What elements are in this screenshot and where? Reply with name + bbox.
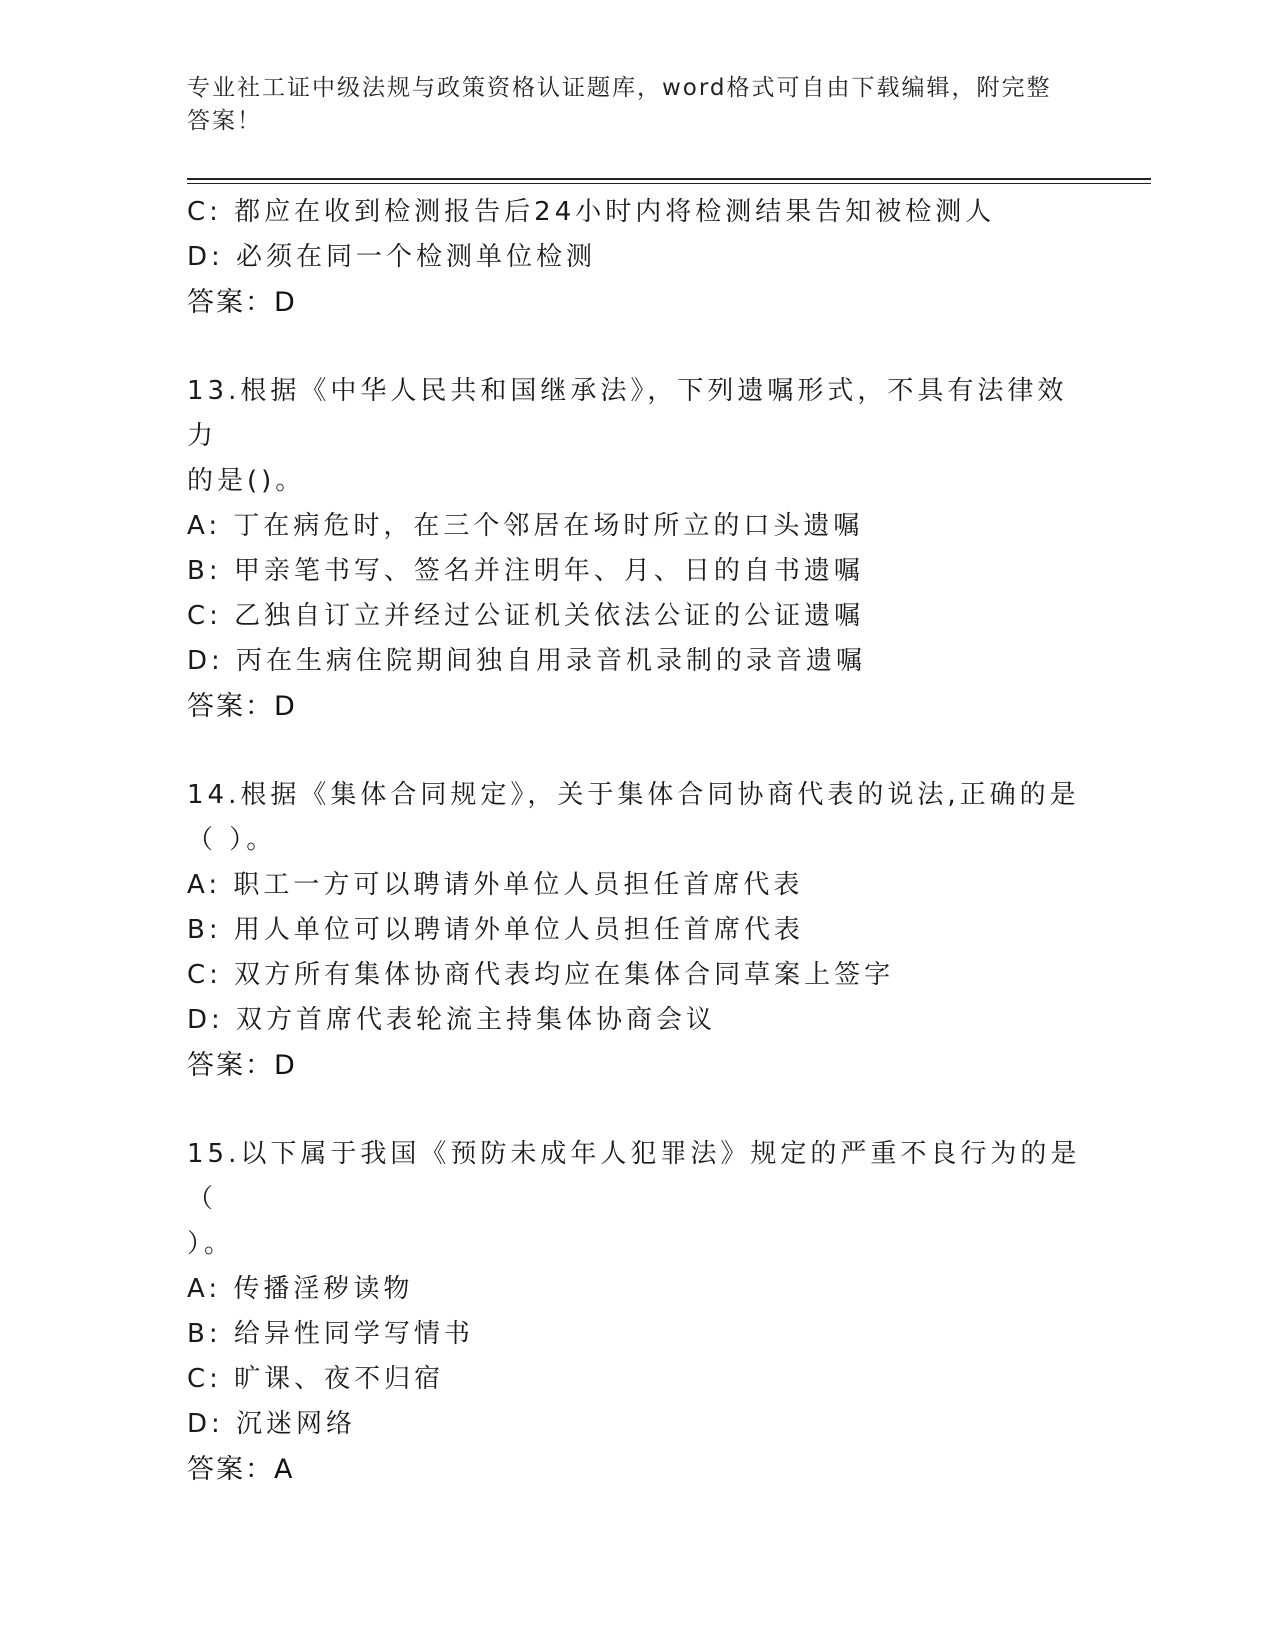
answer-line: 答案：D	[187, 287, 297, 318]
option-c: C: 旷课、夜不归宿	[187, 1364, 445, 1394]
answer-line: 答案：D	[187, 691, 297, 722]
question-13	[187, 369, 1087, 729]
option-d: D: 双方首席代表轮流主持集体协商会议	[187, 1005, 717, 1035]
option-b: B: 给异性同学写情书	[187, 1319, 474, 1349]
question-stem-continued: （ ）。	[187, 825, 277, 855]
option-a: A: 丁在病危时，在三个邻居在场时所立的口头遗嘱	[187, 511, 864, 541]
question-stem: 13.根据《中华人民共和国继承法》，下列遗嘱形式，不具有法律效力	[187, 376, 1068, 451]
question-14	[187, 773, 1087, 1088]
continued-question	[187, 190, 1087, 325]
question-stem-continued: 的是()。	[187, 466, 306, 496]
option-d: D: 丙在生病住院期间独自用录音机录制的录音遗嘱	[187, 646, 867, 676]
header-divider	[187, 178, 1151, 184]
option-d: D: 沉迷网络	[187, 1409, 357, 1439]
option-a: A: 职工一方可以聘请外单位人员担任首席代表	[187, 870, 804, 900]
document-body	[187, 190, 1087, 1492]
answer-line: 答案：A	[187, 1454, 295, 1485]
question-stem-continued: ）。	[187, 1229, 235, 1259]
page-header: 专业社工证中级法规与政策资格认证题库，word格式可自由下载编辑，附完整答案！	[187, 75, 1052, 134]
question-15	[187, 1132, 1087, 1492]
option-a: A: 传播淫秽读物	[187, 1274, 414, 1304]
option-b: B: 用人单位可以聘请外单位人员担任首席代表	[187, 915, 804, 945]
option-c: C: 都应在收到检测报告后24小时内将检测结果告知被检测人	[187, 197, 996, 227]
option-b: B: 甲亲笔书写、签名并注明年、月、日的自书遗嘱	[187, 556, 864, 586]
answer-line: 答案：D	[187, 1050, 297, 1081]
option-d: D: 必须在同一个检测单位检测	[187, 242, 597, 272]
question-stem: 14.根据《集体合同规定》，关于集体合同协商代表的说法,正确的是	[187, 780, 1080, 810]
question-stem: 15.以下属于我国《预防未成年人犯罪法》规定的严重不良行为的是（	[187, 1139, 1081, 1214]
option-c: C: 双方所有集体协商代表均应在集体合同草案上签字	[187, 960, 895, 990]
option-c: C: 乙独自订立并经过公证机关依法公证的公证遗嘱	[187, 601, 865, 631]
